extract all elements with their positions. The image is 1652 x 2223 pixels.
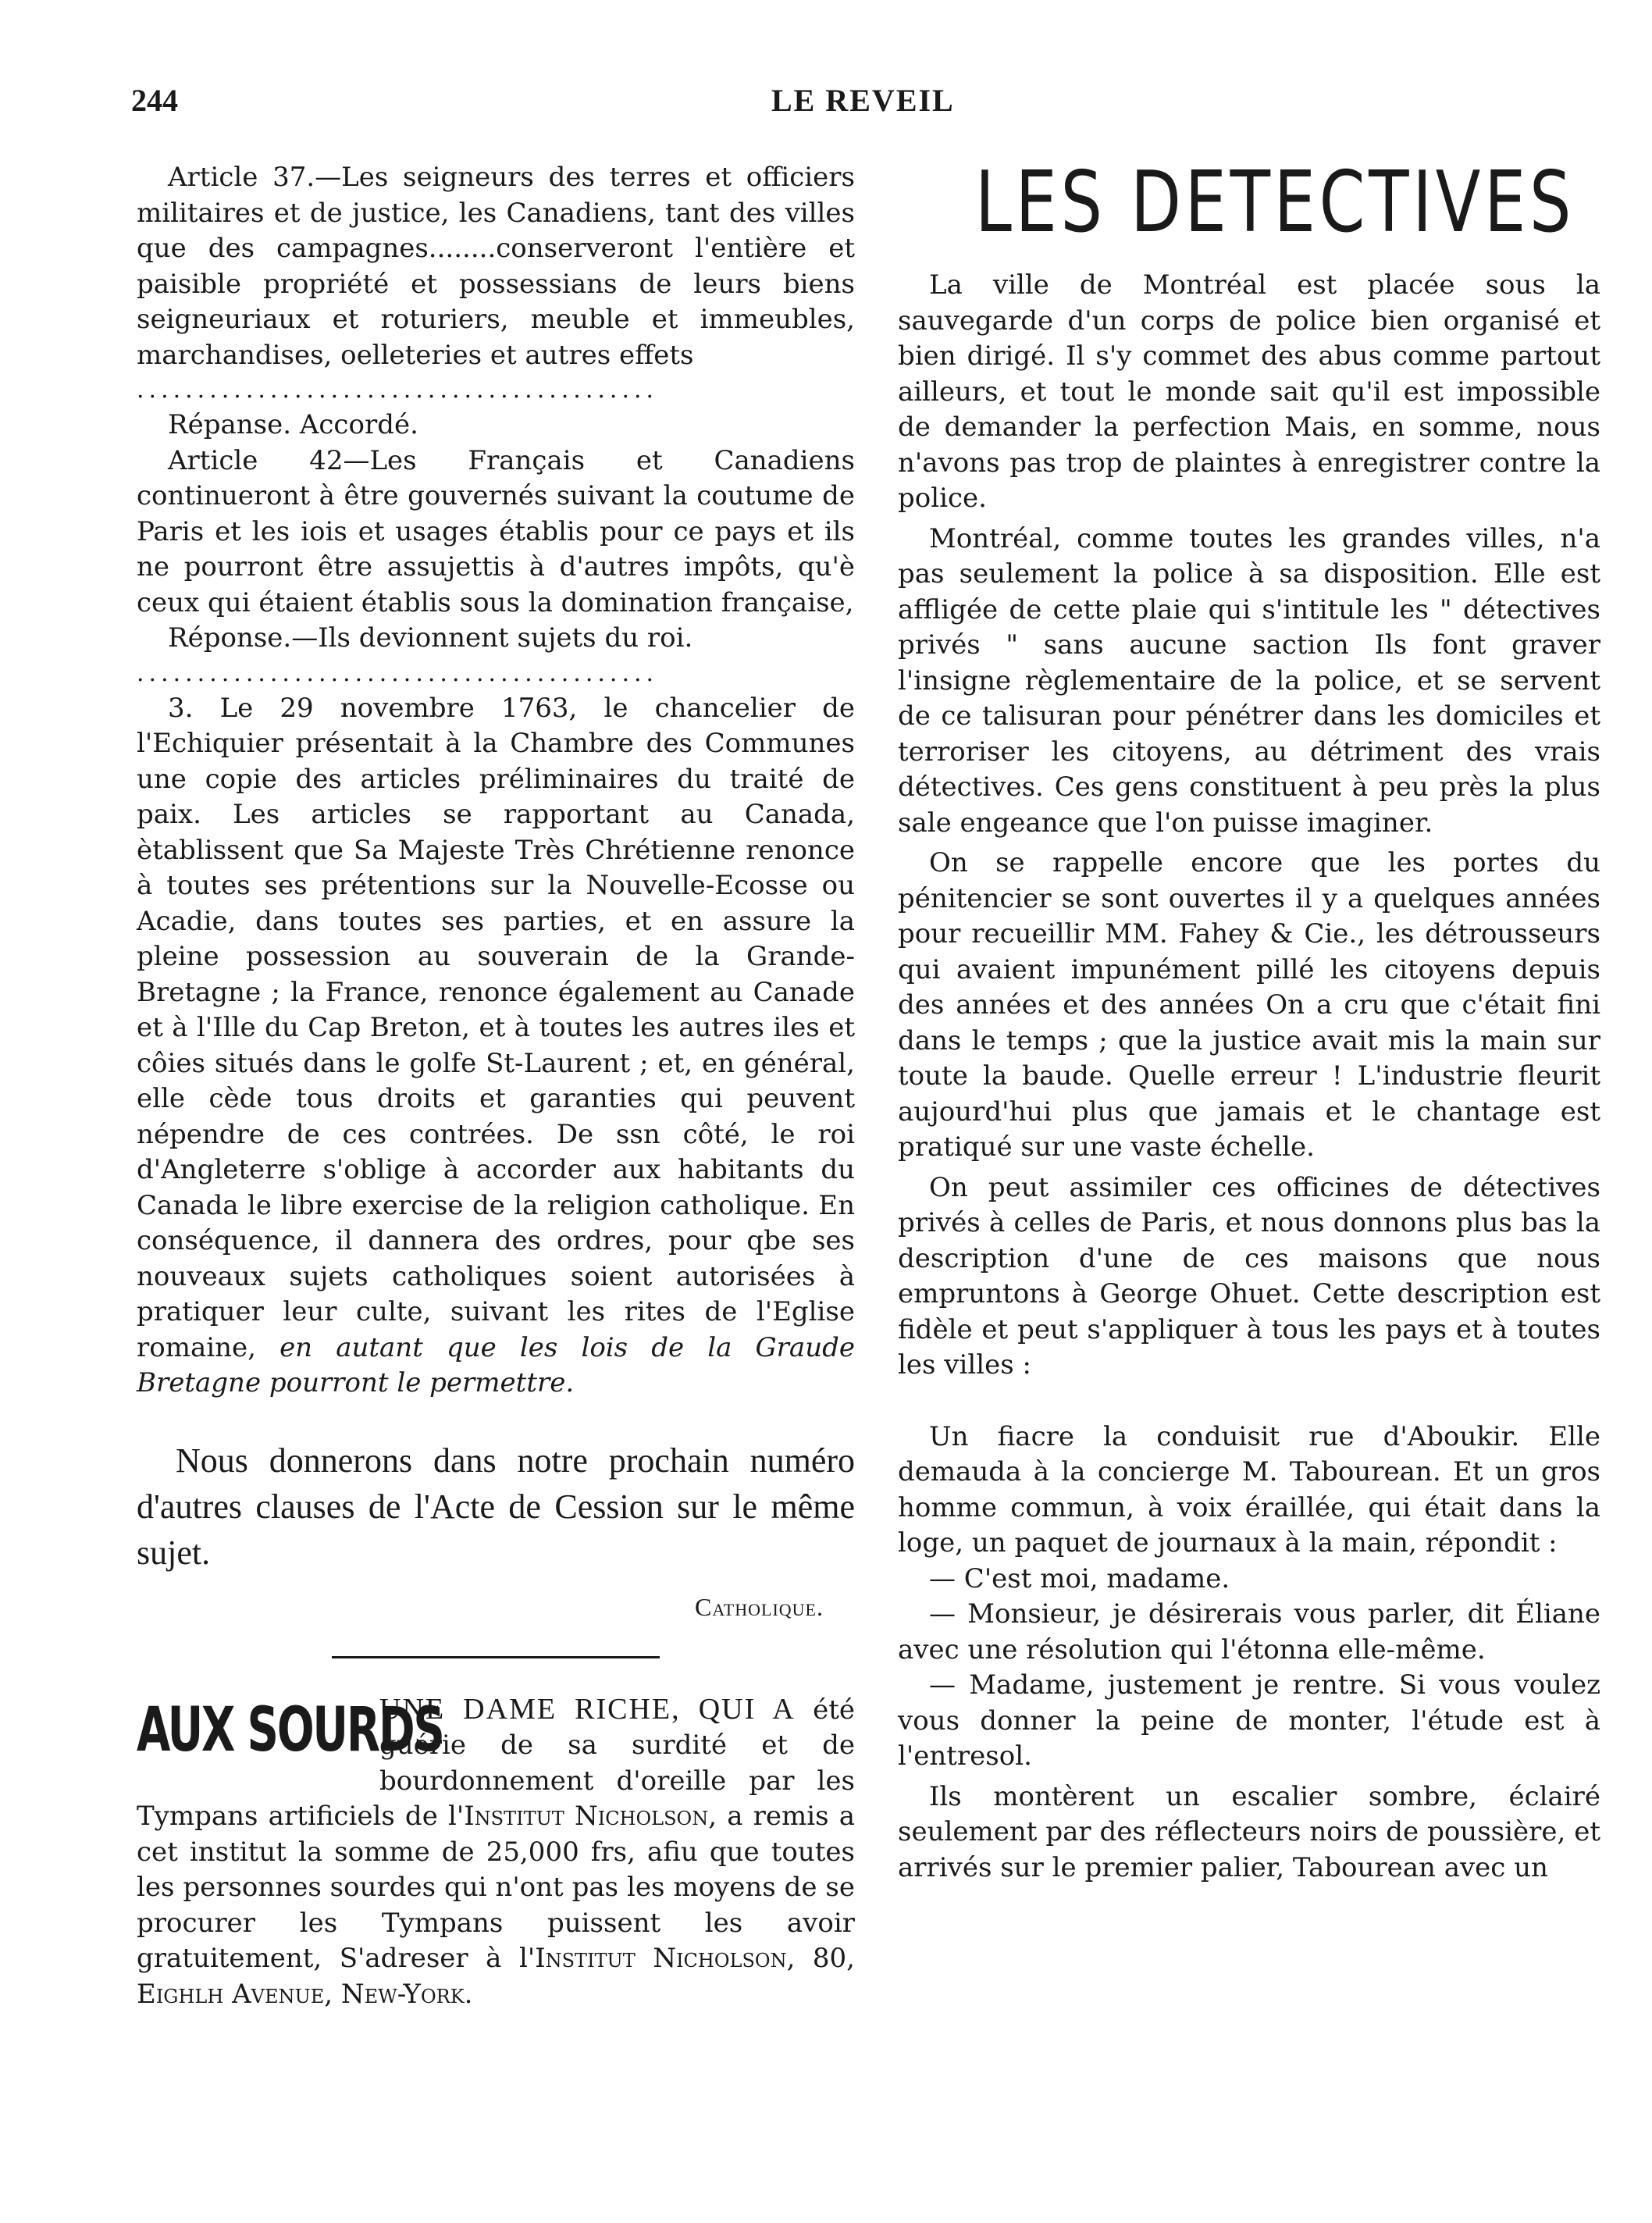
footnote-3: [137, 691, 855, 1402]
paragraph-5: Un fiacre la conduisit rue d'Aboukir. Elle demauda à la concierge M. Tabourean. Et un gros homme commun, à voix éraillée, qui était dans la loge, un paquet de journaux à la main, répondit :: [898, 1420, 1600, 1559]
paragraph-1: La ville de Montréal est placée sous la sauvegarde d'un corps de police bien organisé et bien dirigé. Il s'y commet des abus comme partout ailleurs, et tout le monde sait qu'il est impossible de demander la perfection Mais, en somme, nous n'avons pas trop de plaintes à enregistrer contre la police.: [898, 269, 1600, 514]
ad-institut-2: Institut Nicholson: [535, 1943, 787, 1974]
article-42: Article 42—Les Français et Canadiens continueront à être gouvernés suivant la coutume de Paris et les iois et usages établis pour ce pays et ils ne pourront être assujettis à d'autres impôts, qu'è ceux qui étaient établis sous la domination française,: [137, 444, 855, 618]
closing-paragraph: Nous donnerons dans notre prochain numéro d'autres clauses de l'Acte de Cession sur le même sujet.: [137, 1441, 855, 1572]
ad-institut-1: Institut Nicholson: [464, 1801, 709, 1832]
dotted-separator: ...........................................: [137, 376, 659, 404]
advertisement: [137, 1691, 855, 2013]
journal-title: LE REVEIL: [771, 83, 955, 118]
footnote-3-text: 3. Le 29 novembre 1763, le chancelier de l'Echiquier présentait à la Chambre des Communes une copie des articles préliminaires du traité de paix. Les articles se rapportant au Canada, ètablissent que Sa Majeste Très Chrétienne renonce à toutes ses prétentions sur la Nouvelle-Ecosse ou Acadie, dans toutes ses parties, et en assure la pleine possession au souverain de la Grande-Bretagne ; la France, renonce également au Canade et à l'Ille du Cap Breton, et à toutes les autres iles et côies situés dans le golfe St-Laurent ; et, en général, elle cède tous droits et garanties qui peuvent népendre de ces contrées. De ssn côté, le roi d'Angleterre s'oblige à accorder aux habitants du Canada le libre exercise de la religion catholique. En conséquence, il dannera des ordres, pour qbe ses nouveaux sujets catholiques soient autorisées à pratiquer leur culte, suivant les rites de l'Eglise romaine,: [137, 692, 855, 1363]
right-column: [898, 154, 1600, 1886]
paragraph-7: — Monsieur, je désirerais vous parler, dit Éliane avec une résolution qui l'étonna elle-même.: [898, 1598, 1600, 1665]
signature: Catholique.: [695, 1592, 824, 1621]
paragraph-2: Montréal, comme toutes les grandes villes, n'a pas seulement la police à sa disposition. Elle est affligée de cette plaie qui s'intitule les " détectives privés " sans aucune saction Ils font graver l'insigne règlementaire de la police, et se servent de ce talisuran pour pénétrer dans les domiciles et terroriser les citoyens, au détriment des vrais détectives. Ces gens constituent à peu près la plus sale engeance que l'on puisse imaginer.: [898, 522, 1600, 839]
left-column: [137, 160, 855, 2012]
ad-text-2: , a remis a cet institut la somme de 25,000 frs, afiu que toutes les personnes sourdes qui n'ont pas les moyens de se procurer les Tympans puissent les avoir gratuitement, S'adreser à l': [137, 1801, 856, 1974]
article-title: LES DETECTIVES: [975, 154, 1575, 251]
dotted-separator: ...........................................: [137, 659, 659, 687]
paragraph-4: On peut assimiler ces officines de détectives privés à celles de Paris, et nous donnons plus bas la description d'une de ces maisons que nous empruntons à George Ohuet. Cette description est fidèle et peut s'appliquer à tous les pays et à toutes les villes :: [898, 1171, 1600, 1380]
article-37: Article 37.—Les seigneurs des terres et officiers militaires et de justice, les Canadiens, tant des villes que des campagnes........conserveront l'entière et paisible propriété et possessians de leurs biens seigneuriaux et roturiers, meuble et immeubles, marchandises, oelleteries et autres effets: [137, 162, 855, 371]
page-number: 244: [131, 83, 178, 118]
paragraph-8: — Madame, justement je rentre. Si vous voulez vous donner la peine de monter, l'étude est à l'entresol.: [898, 1669, 1600, 1772]
reponse-37: Répanse. Accordé.: [168, 409, 418, 440]
section-divider: [332, 1656, 660, 1658]
paragraph-9: Ils montèrent un escalier sombre, éclairé seulement par des réflecteurs noirs de poussière, et arrivés sur le premier palier, Tabourean avec un: [898, 1780, 1600, 1883]
footnote-3-italic: en autant que les lois de la Graude Bretagne pourront le permettre.: [137, 1331, 855, 1398]
reponse-42: Réponse.—Ils devionnent sujets du roi.: [168, 622, 693, 654]
ad-title: AUX SOURDS: [137, 1694, 443, 1765]
running-header: [131, 82, 1599, 129]
ad-text-1: été guérie de sa surdité et de bourdonnement d'oreille par les Tympans artificiels de l': [137, 1694, 855, 1832]
paragraph-3: On se rappelle encore que les portes du pénitencier se sont ouvertes il y a quelques années pour recueillir MM. Fahey & Cie., les détrousseurs qui avaient impunément pillé les citoyens depuis des années et des années On a cru que c'était fini dans le temps ; que la justice avait mis la main sur toute la baude. Quelle erreur ! L'industrie fleurit aujourd'hui plus que jamais et le chantage est pratiqué sur une vaste échelle.: [898, 847, 1600, 1163]
paragraph-6: — C'est moi, madame.: [929, 1562, 1230, 1594]
paragraph-gap: [898, 1384, 1600, 1420]
ad-address: Eighlh Avenue, New-York.: [137, 1978, 473, 2010]
ad-lead: UNE DAME RICHE, QUI A: [379, 1692, 796, 1726]
ad-text-3: , 80,: [786, 1943, 855, 1974]
